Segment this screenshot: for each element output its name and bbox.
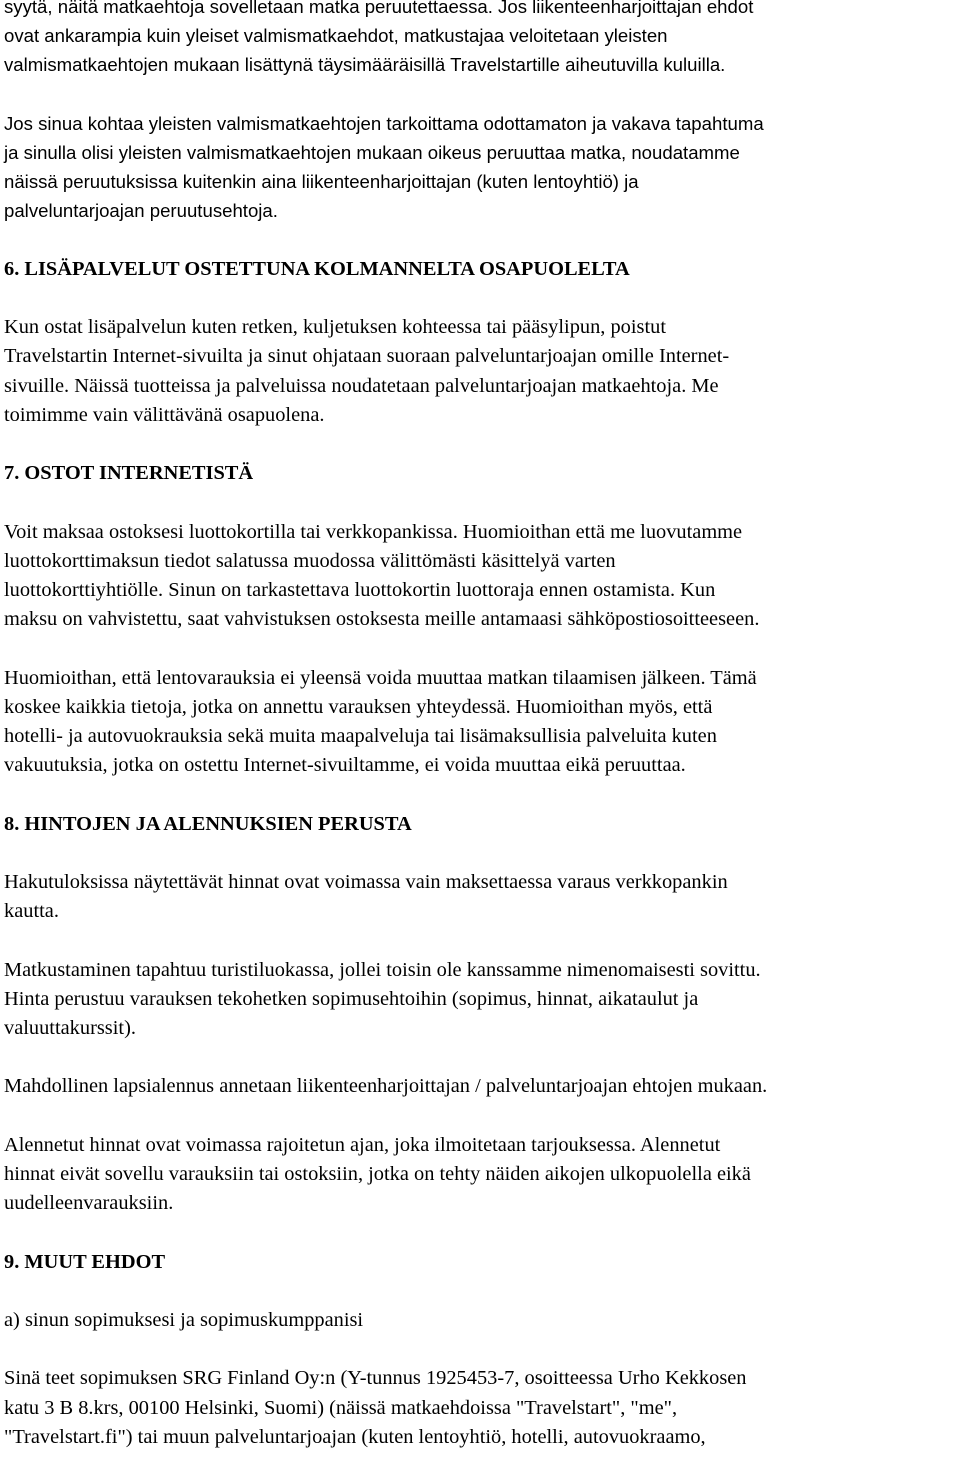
text-line: sivuille. Näissä tuotteissa ja palveluissa noudatetaan palveluntarjoajan matkaehtoja. Me	[4, 374, 719, 397]
text-line: Hakutuloksissa näytettävät hinnat ovat voimassa vain maksettaessa varaus verkkopankin	[4, 870, 728, 893]
text-line: ovat ankarampia kuin yleiset valmismatkaehdot, matkustajaa veloitetaan yleisten	[4, 25, 668, 47]
text-line: a) sinun sopimuksesi ja sopimuskumppanisi	[4, 1308, 364, 1331]
text-line: Hinta perustuu varauksen tekohetken sopimusehtoihin (sopimus, hinnat, aikataulut ja	[4, 987, 699, 1010]
text-line: hinnat eivät sovellu varauksiin tai ostoksiin, jotka on tehty näiden aikojen ulkopuolella eikä	[4, 1162, 751, 1185]
text-line: Jos sinua kohtaa yleisten valmismatkaehtojen tarkoittama odottamaton ja vakava tapahtuma	[4, 112, 764, 134]
section-heading-9: 9. MUUT EHDOT	[4, 1250, 166, 1273]
paragraph-cancellation-terms	[4, 0, 958, 80]
text-line: Mahdollinen lapsialennus annetaan liikenteenharjoittajan / palveluntarjoajan ehtojen mukaan.	[4, 1075, 768, 1098]
text-line: uudelleenvarauksiin.	[4, 1192, 174, 1215]
paragraph-payment	[4, 518, 958, 635]
paragraph-booking-changes	[4, 664, 958, 781]
paragraph-third-party-services	[4, 313, 958, 430]
section-heading-7: 7. OSTOT INTERNETISTÄ	[4, 462, 254, 485]
paragraph-child-discount	[4, 1072, 958, 1101]
text-line: vakuutuksia, jotka on ostettu Internet-sivuiltamme, ei voida muuttaa eikä peruuttaa.	[4, 754, 686, 777]
text-line: "Travelstart.fi") tai muun palveluntarjoajan (kuten lentoyhtiö, hotelli, autovuokraamo,	[4, 1425, 706, 1448]
text-line: palveluntarjoajan peruutusehtoja.	[4, 200, 278, 222]
paragraph-discounted-prices	[4, 1131, 958, 1219]
text-line: toimimme vain välittävänä osapuolena.	[4, 403, 325, 426]
text-line: luottokorttiyhtiölle. Sinun on tarkastettava luottokortin luottoraja ennen ostamista. Kun	[4, 578, 716, 601]
text-line: kautta.	[4, 900, 59, 923]
text-line: hotelli- ja autovuokrauksia sekä muita maapalveluja tai lisämaksullisia palveluita kuten	[4, 724, 717, 747]
text-line: Huomioithan, että lentovarauksia ei yleensä voida muuttaa matkan tilaamisen jälkeen. Tämä	[4, 666, 757, 689]
text-line: valuuttakurssit).	[4, 1016, 136, 1039]
paragraph-subsection-a	[4, 1306, 958, 1335]
text-line: näissä peruutuksissa kuitenkin aina liikenteenharjoittajan (kuten lentoyhtiö) ja	[4, 171, 639, 193]
text-line: luottokorttimaksun tiedot salatussa muodossa välittömästi käsittelyä varten	[4, 549, 616, 572]
text-line: Kun ostat lisäpalvelun kuten retken, kuljetuksen kohteessa tai pääsylipun, poistut	[4, 316, 666, 339]
text-line: Voit maksaa ostoksesi luottokortilla tai verkkopankissa. Huomioithan että me luovutamme	[4, 520, 743, 543]
text-line: Matkustaminen tapahtuu turistiluokassa, jollei toisin ole kanssamme nimenomaisesti sovittu.	[4, 958, 761, 981]
text-line: maksu on vahvistettu, saat vahvistuksen ostoksesta meille antamaasi sähköpostiosoitteeseen.	[4, 608, 760, 631]
text-line: valmismatkaehtojen mukaan lisättynä täysimääräisillä Travelstartille aiheutuvilla kuluilla.	[4, 54, 726, 76]
paragraph-search-prices	[4, 868, 958, 926]
section-heading-8: 8. HINTOJEN JA ALENNUKSIEN PERUSTA	[4, 812, 412, 835]
section-heading-6: 6. LISÄPALVELUT OSTETTUNA KOLMANNELTA OSAPUOLELTA	[4, 257, 630, 280]
paragraph-contract-party	[4, 1364, 958, 1452]
text-line: Travelstartin Internet-sivuilta ja sinut ohjataan suoraan palveluntarjoajan omille Internet-	[4, 345, 730, 368]
document-page	[4, 0, 958, 1452]
text-line: katu 3 B 8.krs, 00100 Helsinki, Suomi) (näissä matkaehdoissa "Travelstart", "me",	[4, 1396, 678, 1419]
text-line: Sinä teet sopimuksen SRG Finland Oy:n (Y-tunnus 1925453-7, osoitteessa Urho Kekkosen	[4, 1367, 747, 1390]
text-line: koskee kaikkia tietoja, jotka on annettu varauksen yhteydessä. Huomioithan myös, että	[4, 695, 713, 718]
paragraph-unexpected-event	[4, 109, 958, 226]
text-line: syytä, näitä matkaehtoja sovelletaan matka peruutettaessa. Jos liikenteenharjoittajan ehdot	[4, 0, 754, 17]
paragraph-travel-class	[4, 956, 958, 1044]
text-line: Alennetut hinnat ovat voimassa rajoitetun ajan, joka ilmoitetaan tarjouksessa. Alennetut	[4, 1133, 721, 1156]
text-line: ja sinulla olisi yleisten valmismatkaehtojen mukaan oikeus peruuttaa matka, noudatamme	[4, 142, 740, 163]
